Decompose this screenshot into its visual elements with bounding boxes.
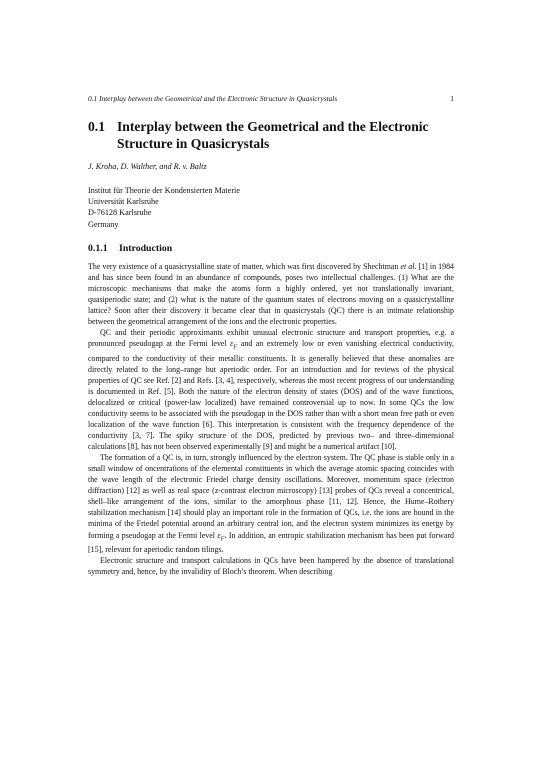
paragraph-text: QC and their periodic approximants exhibit unusual electronic structure and transport properties, e.g. a pronounced pseudogap at the Fermi level — [88, 328, 454, 349]
fermi-level-subscript: F — [233, 343, 238, 351]
running-header — [88, 94, 454, 104]
paragraph-text: The very existence of a quasicrystalline state of matter, which was first discovered by Shechtman — [88, 261, 401, 271]
paragraph-4: Electronic structure and transport calculations in QCs have been hampered by the absence of translational symmetry and, hence, by the invalidity of Bloch’s theorem. When describing — [88, 556, 454, 577]
section-heading — [88, 242, 454, 255]
running-title: 0.1 Interplay between the Geometrical and the Electronic Structure in Quasicrystals — [88, 94, 338, 103]
fermi-level-symbol: ε — [217, 530, 221, 540]
section-title: Introduction — [119, 242, 173, 254]
paragraph-text: and an extremely low or even vanishing electrical conductivity, compared to the conductivity of their metallic constituents. It is generally believed that these anomalies are directly related to the long–range but aperiodic order. For an introduction and for reviews of the physical properties of QC see Ref. [2] and Refs. [3, 4], respectively, whereas the most recent progress of our understanding is documented in Ref. [5]. Both the nature of the electron density of states (DOS) and of the wave functions, delocalized or critical (power-law localized) have remained controversial up to now. In some QCs the low conductivity seems to be associated with the pseudogap in the DOS rather than with a short mean free path or even localization of the wave function [6]. This interpretation is consistent with the frequency dependence of the conductivity [3, 7]. The spiky structure of the DOS, predicted by previous two– and three–dimensional calculations [8], has not been observed experimentally [9] and might be a numerical artifact [10]. — [88, 339, 454, 452]
paragraph-text: The formation of a QC is, in turn, strongly influenced by the electron system. The QC phase is stable only in a small window of oncentrations of the elemental constituents in which the average atomic spacing coincides with the wave length of the electronic Friedel charge density oscillations. Moreover, momentum space (electron diffraction) [12] as well as real space (z-contrast electron microscopy) [13] probes of QCs reveal a concentrical, shell–like arrangement of the ions, similar to the amorphous phase [11, 12]. Hence, the Hume–Rothery stabilization mechanism [14] should play an important role in the formation of QCs, i.e. the ions are bound in the minima of the Friedel potential around an arbitrary central ion, and the electron system minimizes its energy by forming a pseudogap at the Fermi level — [88, 453, 454, 540]
address-line: Germany — [88, 219, 119, 229]
fermi-level-symbol: ε — [230, 339, 234, 349]
page-number: 1 — [450, 94, 454, 103]
paragraph-3 — [88, 452, 454, 555]
fermi-level-subscript: F — [220, 535, 225, 543]
address-line: D-76128 Karlsruhe — [88, 208, 152, 218]
affiliation-address — [88, 185, 454, 230]
paragraph-2 — [88, 327, 454, 452]
paragraph-emphasis: et al. — [400, 261, 417, 271]
chapter-title-text: Interplay between the Geometrical and the Electronic Structure in Quasicrystals — [117, 119, 429, 151]
paragraph-text: . In addition, an entropic stabilization mechanism has been put forward [15], relevant for aperiodic random tilings. — [88, 530, 454, 555]
section-number: 0.1.1 — [88, 242, 108, 254]
chapter-number: 0.1 — [88, 119, 105, 134]
address-line: Universität Karlsruhe — [88, 197, 159, 207]
author-list: J. Kroha, D. Walther, and R. v. Baltz — [88, 162, 207, 171]
paragraph-1 — [88, 261, 454, 327]
paper-page — [88, 94, 454, 577]
chapter-title — [88, 118, 454, 152]
paragraph-text: [1] in 1984 and has since been found in an abundance of compounds, poses two intellectual challenges. (1) What are the microscopic mechanisms that make the atoms form a highly ordered, yet not translationally invariant, quasiperiodic state; and (2) what is the nature of the quantum states of electrons moving on a quasicrystalline lattice? Soon after their discovery it became clear that in quasicrystals (QC) there is an intimate relationship between the geometrical arrangement of the ions and the electronic properties. — [88, 261, 455, 327]
address-line: Institut für Theorie der Kondensierten Materie — [88, 186, 240, 195]
